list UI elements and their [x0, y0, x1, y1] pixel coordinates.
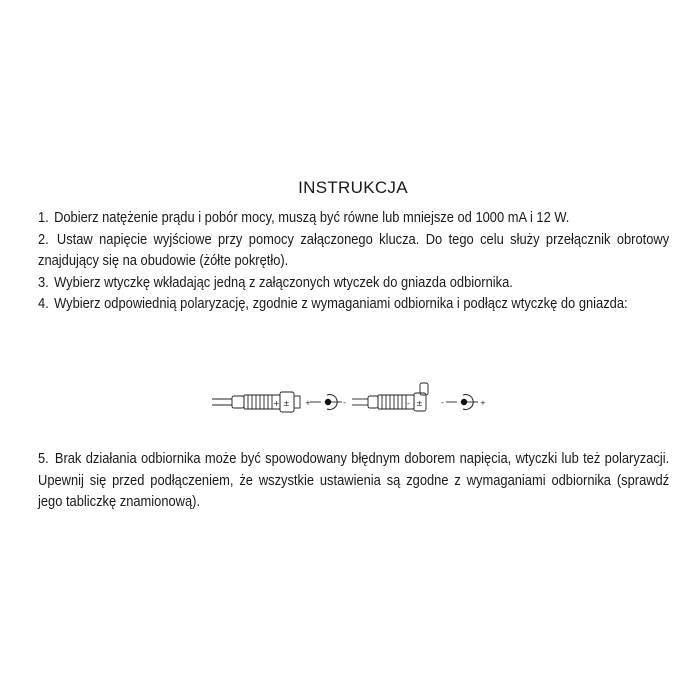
plug-right-outer-sign: - — [407, 399, 410, 408]
polarity-symbol-left-icon — [310, 395, 342, 410]
instruction-document — [38, 176, 668, 315]
polarity-diagram — [210, 380, 490, 424]
step-2 — [38, 229, 669, 272]
step-number: 5. — [38, 450, 49, 467]
plug-left-outer-sign: + — [273, 399, 280, 408]
step-5 — [38, 448, 669, 513]
step-text: Wybierz wtyczkę wkładając jedną z załączonych wtyczek do gniazda odbiornika. — [54, 273, 513, 291]
step-4 — [38, 293, 669, 315]
polarity-right-minus: - — [441, 398, 444, 407]
step-text: Brak działania odbiornika może być spowodowany błędnym doborem napięcia, wtyczki lub też polaryzacji. Upewnij się przed podłączeniem, że wszystkie ustawienia są zgodne z wymaganiami odbiornika (sprawdź jego tabliczkę znamionową). — [38, 450, 670, 510]
instruction-footer — [38, 448, 668, 513]
polarity-left-plus: + — [305, 399, 311, 407]
step-text: Ustaw napięcie wyjściowe przy pomocy załączonego klucza. Do tego celu służy przełącznik obrotowy znajdujący się na obudowie (żółte pokrętło). — [38, 230, 670, 269]
step-3 — [38, 272, 669, 294]
step-number: 3. — [38, 273, 49, 291]
step-number: 1. — [38, 209, 49, 226]
step-number: 2. — [38, 230, 49, 248]
plug-left-inner-sign: ± — [283, 399, 290, 408]
step-text: Dobierz natężenie prądu i pobór mocy, muszą być równe lub mniejsze od 1000 mA i 12 W. — [54, 209, 570, 226]
polarity-left-minus: - — [343, 398, 346, 407]
polarity-symbol-right-icon — [446, 395, 478, 410]
document-title: INSTRUKCJA — [298, 178, 408, 197]
step-1 — [38, 207, 669, 229]
plug-right-inner-sign: ± — [416, 399, 423, 408]
polarity-right-plus: + — [480, 399, 486, 407]
step-number: 4. — [38, 295, 49, 312]
step-text: Wybierz odpowiednią polaryzację, zgodnie z wymaganiami odbiornika i podłącz wtyczkę do gniazda: — [54, 295, 628, 312]
